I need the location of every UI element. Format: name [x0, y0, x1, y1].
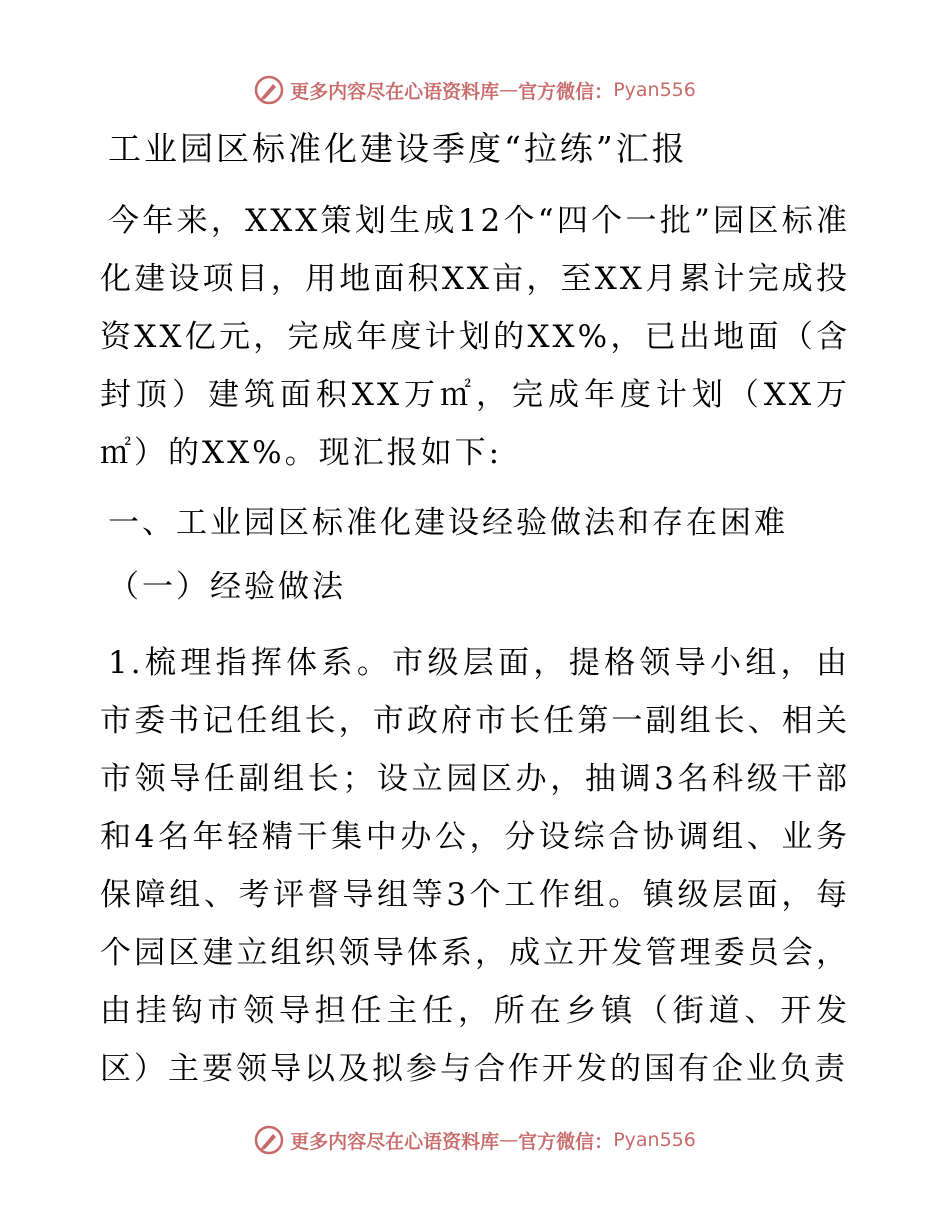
- watermark-id: Pyan556: [613, 79, 696, 101]
- watermark-suffix: 官方微信：: [518, 80, 614, 103]
- watermark-suffix: 官方微信：: [518, 1130, 614, 1153]
- watermark-text: 更多内容尽在心语资料库: [290, 1130, 500, 1153]
- section-heading: 一、工业园区标准化建设经验做法和存在困难: [108, 505, 788, 541]
- pen-logo-icon: [254, 75, 284, 105]
- item-paragraph: 1.梳理指挥体系。市级层面，提格领导小组，由市委书记任组长，市政府市长任第一副组长、相关市领导任副组长；设立园区办，抽调3名科级干部和4名年轻精干集中办公，分设综合协调组、业务保障组、考评督导组等3个工作组。镇级层面，每个园区建立组织领导体系，成立开发管理委员会，由挂钩市领导担任主任，所在乡镇（街道、开发区）主要领导以及拟参与合作开发的国有企业负责: [100, 645, 850, 1087]
- document-body: [100, 128, 850, 1098]
- watermark-dash: —: [499, 79, 519, 101]
- watermark-text: 更多内容尽在心语资料库: [290, 80, 500, 103]
- document-title: 工业园区标准化建设季度“拉练”汇报: [108, 129, 688, 168]
- watermark-header: [0, 70, 950, 110]
- pen-logo-icon: [254, 1125, 284, 1155]
- subsection-heading: （一）经验做法: [108, 569, 346, 605]
- watermark-dash: —: [499, 1129, 519, 1151]
- intro-paragraph: 今年来，XXX策划生成12个“四个一批”园区标准化建设项目，用地面积XX亩，至XX月累计完成投资XX亿元，完成年度计划的XX%，已出地面（含封顶）建筑面积XX万㎡，完成年度计划（XX万㎡）的XX%。现汇报如下:: [100, 203, 850, 471]
- watermark-footer: [0, 1120, 950, 1160]
- watermark-id: Pyan556: [613, 1129, 696, 1151]
